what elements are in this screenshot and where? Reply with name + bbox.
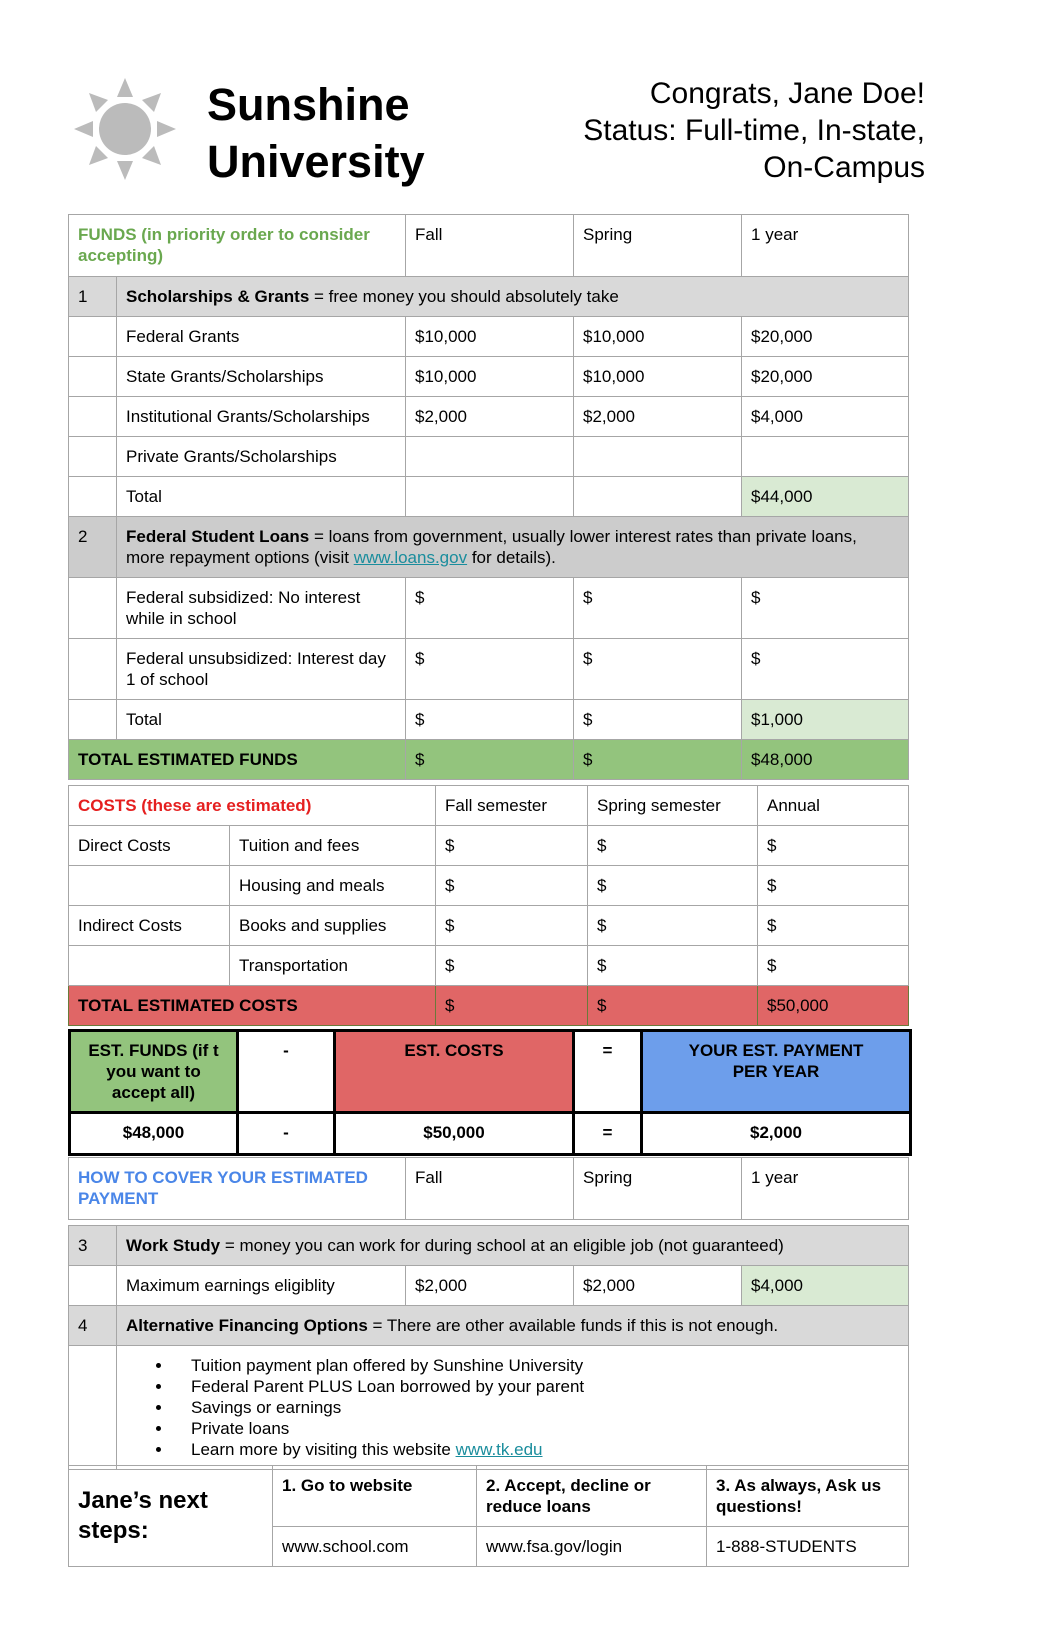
year-value[interactable] — [742, 437, 909, 477]
empty-cell — [69, 477, 117, 517]
list-item: • Savings or earnings — [173, 1397, 908, 1418]
fall-value — [406, 477, 574, 517]
fall-value[interactable]: $2,000 — [406, 397, 574, 437]
list-item-text: Learn more by visiting this website — [191, 1440, 456, 1459]
grants-total-row — [69, 477, 909, 517]
payment-summary — [68, 1029, 912, 1156]
step-1-label: 1. Go to website — [273, 1466, 477, 1527]
list-item — [173, 1439, 908, 1460]
year-value[interactable]: $ — [742, 578, 909, 639]
row-label: Federal Grants — [117, 317, 406, 357]
table-row — [69, 357, 909, 397]
empty-cell — [69, 397, 117, 437]
row-label: Maximum earnings eligiblity — [117, 1266, 406, 1306]
list-item: • Federal Parent PLUS Loan borrowed by your parent — [173, 1376, 908, 1397]
section-title: Scholarships & Grants — [126, 287, 310, 306]
total-costs-label: TOTAL ESTIMATED COSTS — [69, 986, 436, 1026]
alt-financing-list-cell — [117, 1346, 909, 1470]
section-desc-end: for details). — [467, 548, 556, 567]
cost-category: Indirect Costs — [69, 906, 230, 946]
phone-number[interactable]: 1-888-STUDENTS — [707, 1527, 909, 1567]
row-label: Tuition and fees — [230, 826, 436, 866]
work-study-total-value: $4,000 — [742, 1266, 909, 1306]
spring-value: $ — [574, 700, 742, 740]
row-label: Housing and meals — [230, 866, 436, 906]
table-row — [69, 437, 909, 477]
step-3-label: 3. As always, Ask us questions! — [707, 1466, 909, 1527]
annual-value[interactable]: $ — [758, 906, 909, 946]
table-row — [69, 397, 909, 437]
total-costs-value: $50,000 — [758, 986, 909, 1026]
col-year: 1 year — [742, 1158, 909, 1220]
fall-value[interactable]: $10,000 — [406, 357, 574, 397]
empty-cell — [69, 357, 117, 397]
section-description — [117, 1306, 909, 1346]
table-row — [69, 639, 909, 700]
spring-value[interactable]: $ — [574, 578, 742, 639]
spring-value[interactable]: $ — [588, 906, 758, 946]
fall-value[interactable]: $ — [406, 578, 574, 639]
section-description — [117, 277, 909, 317]
student-status — [583, 75, 925, 186]
table-row — [69, 317, 909, 357]
list-item: • Tuition payment plan offered by Sunshine University — [173, 1355, 908, 1376]
section-desc: = free money you should absolutely take — [309, 287, 619, 306]
section-title: Alternative Financing Options — [126, 1316, 368, 1335]
spring-value[interactable]: $10,000 — [574, 357, 742, 397]
section-title: Work Study — [126, 1236, 221, 1255]
row-label: Total — [117, 700, 406, 740]
fall-value[interactable]: $ — [406, 639, 574, 700]
est-costs-value: $50,000 — [335, 1113, 574, 1155]
header — [0, 0, 1056, 210]
section-work-study — [69, 1226, 909, 1266]
empty-cell — [69, 578, 117, 639]
congrats-text: Congrats, Jane Doe! — [649, 77, 925, 110]
summary-labels-row — [70, 1031, 911, 1113]
row-label: Total — [117, 477, 406, 517]
fsa-login-link[interactable]: www.fsa.gov/login — [477, 1527, 707, 1567]
fall-value[interactable]: $ — [436, 946, 588, 986]
spring-value[interactable]: $ — [588, 826, 758, 866]
total-costs-row — [69, 986, 909, 1026]
summary-values-row — [70, 1113, 911, 1155]
col-year: 1 year — [742, 215, 909, 277]
empty-cell — [69, 639, 117, 700]
spring-value — [574, 477, 742, 517]
empty-cell — [69, 1266, 117, 1306]
costs-table — [68, 785, 909, 1026]
total-funds-label: TOTAL ESTIMATED FUNDS — [69, 740, 406, 780]
year-value[interactable]: $4,000 — [742, 397, 909, 437]
year-value[interactable]: $ — [742, 639, 909, 700]
costs-header-row — [69, 786, 909, 826]
loans-total-value: $1,000 — [742, 700, 909, 740]
list-item: • Private loans — [173, 1418, 908, 1439]
section-desc: = money you can work for during school at an eligible job (not guaranteed) — [220, 1236, 784, 1255]
step-2-label: 2. Accept, decline or reduce loans — [477, 1466, 707, 1527]
annual-value[interactable]: $ — [758, 866, 909, 906]
cost-category — [69, 946, 230, 986]
est-funds-value: $48,000 — [70, 1113, 238, 1155]
status-text-line2: On-Campus — [763, 151, 925, 184]
steps-label-row — [69, 1466, 909, 1527]
fall-value: $ — [406, 700, 574, 740]
empty-cell — [69, 1346, 117, 1470]
row-label: Private Grants/Scholarships — [117, 437, 406, 477]
empty-cell — [69, 700, 117, 740]
spring-value[interactable]: $ — [588, 866, 758, 906]
table-row — [69, 906, 909, 946]
cover-payment-table — [68, 1157, 909, 1470]
annual-value[interactable]: $ — [758, 826, 909, 866]
equals-sign: = — [574, 1113, 642, 1155]
fall-value[interactable]: $ — [436, 906, 588, 946]
col-fall-semester: Fall semester — [436, 786, 588, 826]
minus-sign: - — [238, 1113, 335, 1155]
empty-cell — [69, 317, 117, 357]
total-funds-value: $48,000 — [742, 740, 909, 780]
spring-value[interactable]: $ — [574, 639, 742, 700]
section-number: 2 — [69, 517, 117, 578]
section-desc: = loans from government, usually lower interest rates than private loans, more repayment options (visit — [126, 527, 857, 567]
table-row — [69, 946, 909, 986]
fall-value[interactable] — [406, 437, 574, 477]
row-label: Institutional Grants/Scholarships — [117, 397, 406, 437]
minus-sign: - — [238, 1031, 335, 1113]
est-payment-label: YOUR EST. PAYMENT PER YEAR — [642, 1031, 911, 1113]
fall-value: $ — [406, 740, 574, 780]
next-steps-title: Jane’s next steps: — [69, 1466, 273, 1567]
total-funds-row — [69, 740, 909, 780]
col-annual: Annual — [758, 786, 909, 826]
grants-total-value: $44,000 — [742, 477, 909, 517]
university-name — [207, 76, 425, 190]
funds-header-row — [69, 215, 909, 277]
spring-value[interactable]: $ — [588, 946, 758, 986]
table-row — [69, 826, 909, 866]
table-row — [69, 1266, 909, 1306]
next-steps-table — [68, 1465, 909, 1567]
annual-value[interactable]: $ — [758, 946, 909, 986]
col-spring: Spring — [574, 215, 742, 277]
spring-value[interactable]: $2,000 — [574, 1266, 742, 1306]
school-website-link[interactable]: www.school.com — [273, 1527, 477, 1567]
loans-total-row — [69, 700, 909, 740]
section-alternative-financing — [69, 1306, 909, 1346]
spring-value: $ — [588, 986, 758, 1026]
section-federal-loans — [69, 517, 909, 578]
row-label: Federal subsidized: No interest while in school — [117, 578, 406, 639]
alt-financing-list — [173, 1355, 908, 1460]
year-value[interactable]: $20,000 — [742, 317, 909, 357]
alt-financing-list-row — [69, 1346, 909, 1470]
section-description — [117, 1226, 909, 1266]
est-funds-label: EST. FUNDS (if t you want to accept all) — [70, 1031, 238, 1113]
row-label: Transportation — [230, 946, 436, 986]
spring-value[interactable] — [574, 437, 742, 477]
table-row — [69, 866, 909, 906]
row-label: State Grants/Scholarships — [117, 357, 406, 397]
fall-value: $ — [436, 986, 588, 1026]
fall-value[interactable]: $ — [436, 826, 588, 866]
est-payment-value: $2,000 — [642, 1113, 911, 1155]
section-scholarships-grants — [69, 277, 909, 317]
col-spring-semester: Spring semester — [588, 786, 758, 826]
cost-category — [69, 866, 230, 906]
spring-value: $ — [574, 740, 742, 780]
university-name-line1: Sunshine — [207, 79, 410, 130]
university-name-line2: University — [207, 136, 425, 187]
section-number: 4 — [69, 1306, 117, 1346]
equals-sign: = — [574, 1031, 642, 1113]
tk-edu-link[interactable]: www.tk.edu — [455, 1440, 543, 1459]
costs-heading: COSTS (these are estimated) — [69, 786, 436, 826]
section-number: 1 — [69, 277, 117, 317]
section-title: Federal Student Loans — [126, 527, 310, 546]
cover-heading: HOW TO COVER YOUR ESTIMATED PAYMENT — [69, 1158, 406, 1220]
row-label: Federal unsubsidized: Interest day 1 of school — [117, 639, 406, 700]
fall-value[interactable]: $2,000 — [406, 1266, 574, 1306]
fall-value[interactable]: $ — [436, 866, 588, 906]
est-costs-label: EST. COSTS — [335, 1031, 574, 1113]
section-desc: = There are other available funds if this is not enough. — [367, 1316, 779, 1335]
col-fall: Fall — [406, 1158, 574, 1220]
row-label: Books and supplies — [230, 906, 436, 946]
spring-value[interactable]: $10,000 — [574, 317, 742, 357]
status-text: Status: Full-time, In-state, — [583, 114, 925, 147]
spring-value[interactable]: $2,000 — [574, 397, 742, 437]
fall-value[interactable]: $10,000 — [406, 317, 574, 357]
funds-table — [68, 214, 909, 780]
loans-gov-link[interactable]: www.loans.gov — [353, 548, 468, 567]
cover-header-row — [69, 1158, 909, 1220]
section-description — [117, 517, 909, 578]
table-row — [69, 578, 909, 639]
section-number: 3 — [69, 1226, 117, 1266]
funds-heading: FUNDS (in priority order to consider accepting) — [69, 215, 406, 277]
year-value[interactable]: $20,000 — [742, 357, 909, 397]
cost-category: Direct Costs — [69, 826, 230, 866]
sun-icon — [72, 76, 178, 182]
empty-cell — [69, 437, 117, 477]
col-fall: Fall — [406, 215, 574, 277]
col-spring: Spring — [574, 1158, 742, 1220]
